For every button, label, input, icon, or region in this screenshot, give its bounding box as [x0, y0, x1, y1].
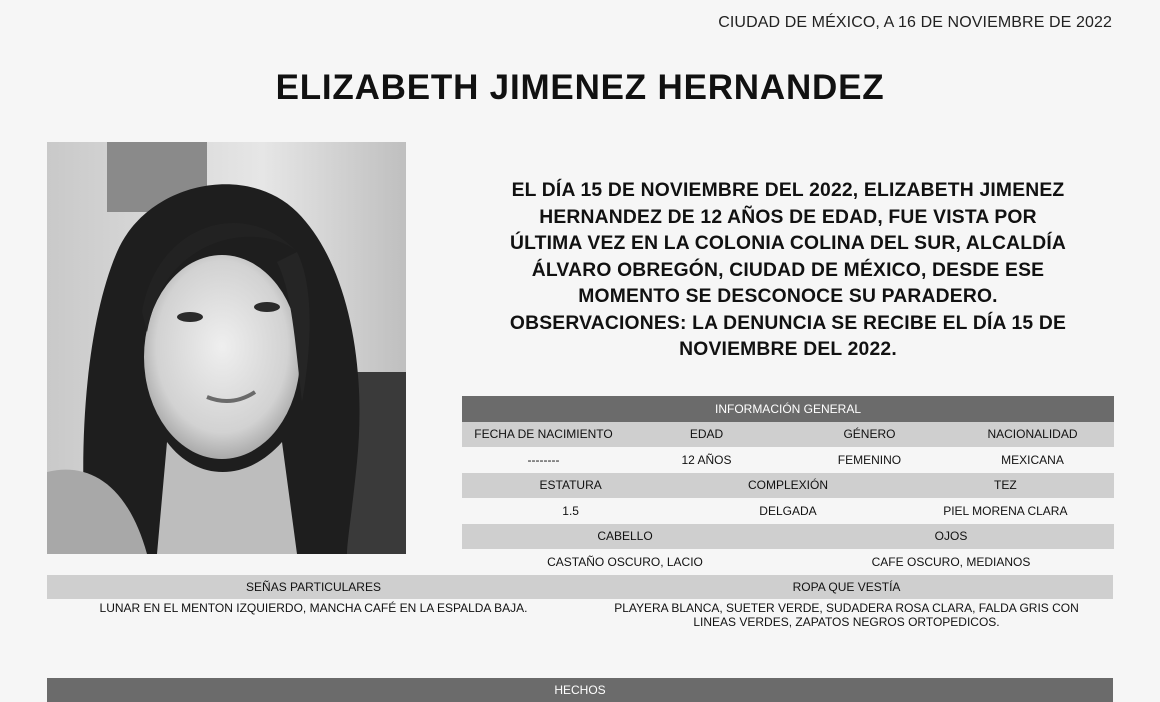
- skin-label: TEZ: [897, 473, 1114, 499]
- hair-label: CABELLO: [462, 524, 788, 550]
- narrative-line: NOVIEMBRE DEL 2022.: [679, 339, 897, 360]
- hair-value: CASTAÑO OSCURO, LACIO: [462, 549, 788, 575]
- clothing-value-line: LINEAS VERDES, ZAPATOS NEGROS ORTOPEDICOS.: [693, 615, 1000, 629]
- portrait-image: [47, 142, 406, 554]
- nationality-value: MEXICANA: [951, 447, 1114, 473]
- narrative-line: HERNANDEZ DE 12 AÑOS DE EDAD, FUE VISTA POR: [539, 206, 1037, 228]
- narrative-line: EL DÍA 15 DE NOVIEMBRE DEL 2022, ELIZABETH JIMENEZ: [511, 180, 1065, 201]
- narrative-line: MOMENTO SE DESCONOCE SU PARADERO.: [578, 286, 998, 307]
- narrative-line: OBSERVACIONES: LA DENUNCIA SE RECIBE EL DÍA 15 DE: [509, 312, 1067, 334]
- age-label: EDAD: [625, 422, 788, 448]
- build-value: DELGADA: [679, 498, 896, 524]
- person-name: ELIZABETH JIMENEZ HERNANDEZ: [275, 68, 885, 107]
- age-value: 12 AÑOS: [625, 447, 788, 473]
- build-label: COMPLEXIÓN: [679, 473, 896, 499]
- narrative-line: ÁLVARO OBREGÓN, CIUDAD DE MÉXICO, DESDE ESE: [531, 259, 1045, 281]
- birth-date-label: FECHA DE NACIMIENTO: [462, 422, 625, 448]
- eyes-label: OJOS: [788, 524, 1114, 550]
- narrative-text: [462, 178, 1114, 364]
- clothing-label: ROPA QUE VESTÍA: [580, 575, 1113, 599]
- general-info-title: INFORMACIÓN GENERAL: [462, 396, 1114, 422]
- gender-value: FEMENINO: [788, 447, 951, 473]
- gender-label: GÉNERO: [788, 422, 951, 448]
- skin-value: PIEL MORENA CLARA: [897, 498, 1114, 524]
- height-value: 1.5: [462, 498, 679, 524]
- birth-date-value: --------: [462, 447, 625, 473]
- date-line: CIUDAD DE MÉXICO, A 16 DE NOVIEMBRE DE 2022: [718, 14, 1112, 31]
- height-label: ESTATURA: [462, 473, 679, 499]
- general-info-table: [462, 396, 1114, 575]
- details-table: [47, 575, 1113, 629]
- facts-header: HECHOS: [47, 678, 1113, 702]
- marks-value: LUNAR EN EL MENTON IZQUIERDO, MANCHA CAFÉ EN LA ESPALDA BAJA.: [99, 601, 528, 615]
- clothing-value: [580, 599, 1113, 629]
- nationality-label: NACIONALIDAD: [951, 422, 1114, 448]
- clothing-value-line: PLAYERA BLANCA, SUETER VERDE, SUDADERA ROSA CLARA, FALDA GRIS CON: [614, 601, 1079, 615]
- eyes-value: CAFE OSCURO, MEDIANOS: [788, 549, 1114, 575]
- marks-label: SEÑAS PARTICULARES: [47, 575, 580, 599]
- narrative-line: ÚLTIMA VEZ EN LA COLONIA COLINA DEL SUR, ALCALDÍA: [509, 233, 1067, 254]
- person-photo: [47, 142, 406, 554]
